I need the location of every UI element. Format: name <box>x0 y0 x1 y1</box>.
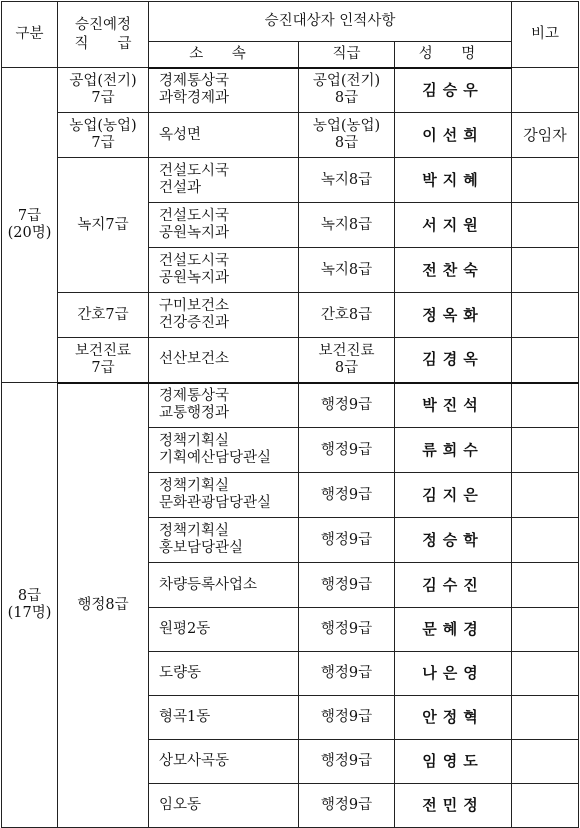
promotion-rank-cell: 공업(전기) 7급 <box>58 68 149 113</box>
rank-cell: 행정9급 <box>299 696 395 740</box>
note-cell <box>512 293 579 338</box>
name-cell: 임영도 <box>395 740 512 784</box>
department-cell <box>149 740 299 784</box>
table-row <box>2 158 579 203</box>
department-line: 선산보건소 <box>159 351 230 368</box>
name-cell: 서지원 <box>395 203 512 248</box>
promotion-rank-cell: 행정8급 <box>58 383 149 828</box>
department-cell <box>149 518 299 563</box>
note-cell <box>512 784 579 828</box>
rank-cell: 녹지8급 <box>299 158 395 203</box>
promotion-rank-cell: 보건진료 7급 <box>58 338 149 383</box>
rank-cell: 행정9급 <box>299 608 395 652</box>
table-row <box>2 113 579 158</box>
rank-cell: 농업(농업) 8급 <box>299 113 395 158</box>
note-cell <box>512 473 579 518</box>
name-cell: 박진석 <box>395 383 512 428</box>
department-line: 건설도시국 <box>159 253 230 269</box>
department-line: 과학경제과 <box>159 90 230 107</box>
name-cell: 김수진 <box>395 563 512 608</box>
department-cell <box>149 563 299 608</box>
name-cell: 김경옥 <box>395 338 512 383</box>
department-line: 정책기획실 <box>159 433 230 449</box>
department-line: 정책기획실 <box>159 478 230 494</box>
note-cell <box>512 608 579 652</box>
department-line: 구미보건소 <box>159 298 230 314</box>
department-cell <box>149 428 299 473</box>
table-row <box>2 68 579 113</box>
name-cell: 김승우 <box>395 68 512 113</box>
rank-cell: 행정9급 <box>299 473 395 518</box>
note-cell <box>512 338 579 383</box>
table-body <box>2 68 579 828</box>
header-rank: 직급 <box>299 42 395 68</box>
note-cell <box>512 68 579 113</box>
note-cell <box>512 248 579 293</box>
note-cell <box>512 203 579 248</box>
department-cell <box>149 383 299 428</box>
rank-cell: 행정9급 <box>299 563 395 608</box>
department-line: 경제통상국 <box>159 73 230 90</box>
note-cell <box>512 563 579 608</box>
note-cell <box>512 518 579 563</box>
note-cell <box>512 383 579 428</box>
name-cell: 정옥화 <box>395 293 512 338</box>
department-cell <box>149 652 299 696</box>
name-cell: 문혜경 <box>395 608 512 652</box>
note-cell <box>512 428 579 473</box>
department-line: 홍보담당관실 <box>159 540 244 556</box>
department-line: 원평2동 <box>159 621 211 637</box>
promotion-rank-cell: 농업(농업) 7급 <box>58 113 149 158</box>
department-line: 공원녹지과 <box>159 225 230 241</box>
department-line: 도량동 <box>159 665 202 681</box>
rank-cell: 공업(전기) 8급 <box>299 68 395 113</box>
header-note: 비고 <box>512 2 579 68</box>
header-candidate-info: 승진대상자 인적사항 <box>149 2 512 42</box>
table-row <box>2 338 579 383</box>
department-line: 교통행정과 <box>159 405 230 422</box>
department-line: 기획예산담당관실 <box>159 450 272 466</box>
department-cell <box>149 248 299 293</box>
note-cell <box>512 652 579 696</box>
rank-cell: 행정9급 <box>299 383 395 428</box>
name-cell: 김지은 <box>395 473 512 518</box>
note-cell <box>512 740 579 784</box>
promotion-rank-cell: 녹지7급 <box>58 158 149 293</box>
department-cell <box>149 68 299 113</box>
note-cell <box>512 696 579 740</box>
name-cell: 나은영 <box>395 652 512 696</box>
category-cell: 7급 (20명) <box>2 68 58 383</box>
header-category: 구분 <box>2 2 58 68</box>
name-cell: 전민정 <box>395 784 512 828</box>
department-line: 차량등록사업소 <box>159 576 258 593</box>
table-row <box>2 293 579 338</box>
rank-cell: 녹지8급 <box>299 248 395 293</box>
department-cell <box>149 203 299 248</box>
department-cell <box>149 158 299 203</box>
name-cell: 안정혁 <box>395 696 512 740</box>
department-line: 옥성면 <box>159 126 202 143</box>
department-line: 건설도시국 <box>159 163 230 179</box>
name-cell: 정승학 <box>395 518 512 563</box>
department-cell <box>149 784 299 828</box>
department-line: 공원녹지과 <box>159 270 230 286</box>
department-line: 임오동 <box>159 797 202 813</box>
header-promotion-rank: 승진예정 직 급 <box>58 2 149 68</box>
department-line: 경제통상국 <box>159 388 230 405</box>
department-line: 형곡1동 <box>159 709 211 725</box>
category-cell: 8급 (17명) <box>2 383 58 828</box>
note-cell <box>512 158 579 203</box>
rank-cell: 행정9급 <box>299 740 395 784</box>
department-cell <box>149 293 299 338</box>
department-cell <box>149 338 299 383</box>
department-cell <box>149 113 299 158</box>
rank-cell: 간호8급 <box>299 293 395 338</box>
department-line: 건설도시국 <box>159 208 230 224</box>
department-cell <box>149 696 299 740</box>
name-cell: 류희수 <box>395 428 512 473</box>
department-line: 건설과 <box>159 180 202 196</box>
department-line: 상모사곡동 <box>159 753 230 769</box>
table-row <box>2 383 579 428</box>
rank-cell: 행정9급 <box>299 652 395 696</box>
rank-cell: 행정9급 <box>299 518 395 563</box>
promotion-rank-cell: 간호7급 <box>58 293 149 338</box>
name-cell: 전찬숙 <box>395 248 512 293</box>
rank-cell: 행정9급 <box>299 784 395 828</box>
department-cell <box>149 473 299 518</box>
header-department: 소 속 <box>149 42 299 68</box>
department-line: 건강증진과 <box>159 315 230 331</box>
department-line: 정책기획실 <box>159 523 230 539</box>
department-line: 문화관광담당관실 <box>159 495 272 511</box>
rank-cell: 녹지8급 <box>299 203 395 248</box>
name-cell: 이선희 <box>395 113 512 158</box>
rank-cell: 보건진료 8급 <box>299 338 395 383</box>
note-cell: 강임자 <box>512 113 579 158</box>
header-name: 성 명 <box>395 42 512 68</box>
name-cell: 박지혜 <box>395 158 512 203</box>
department-cell <box>149 608 299 652</box>
promotion-table <box>1 1 579 828</box>
rank-cell: 행정9급 <box>299 428 395 473</box>
